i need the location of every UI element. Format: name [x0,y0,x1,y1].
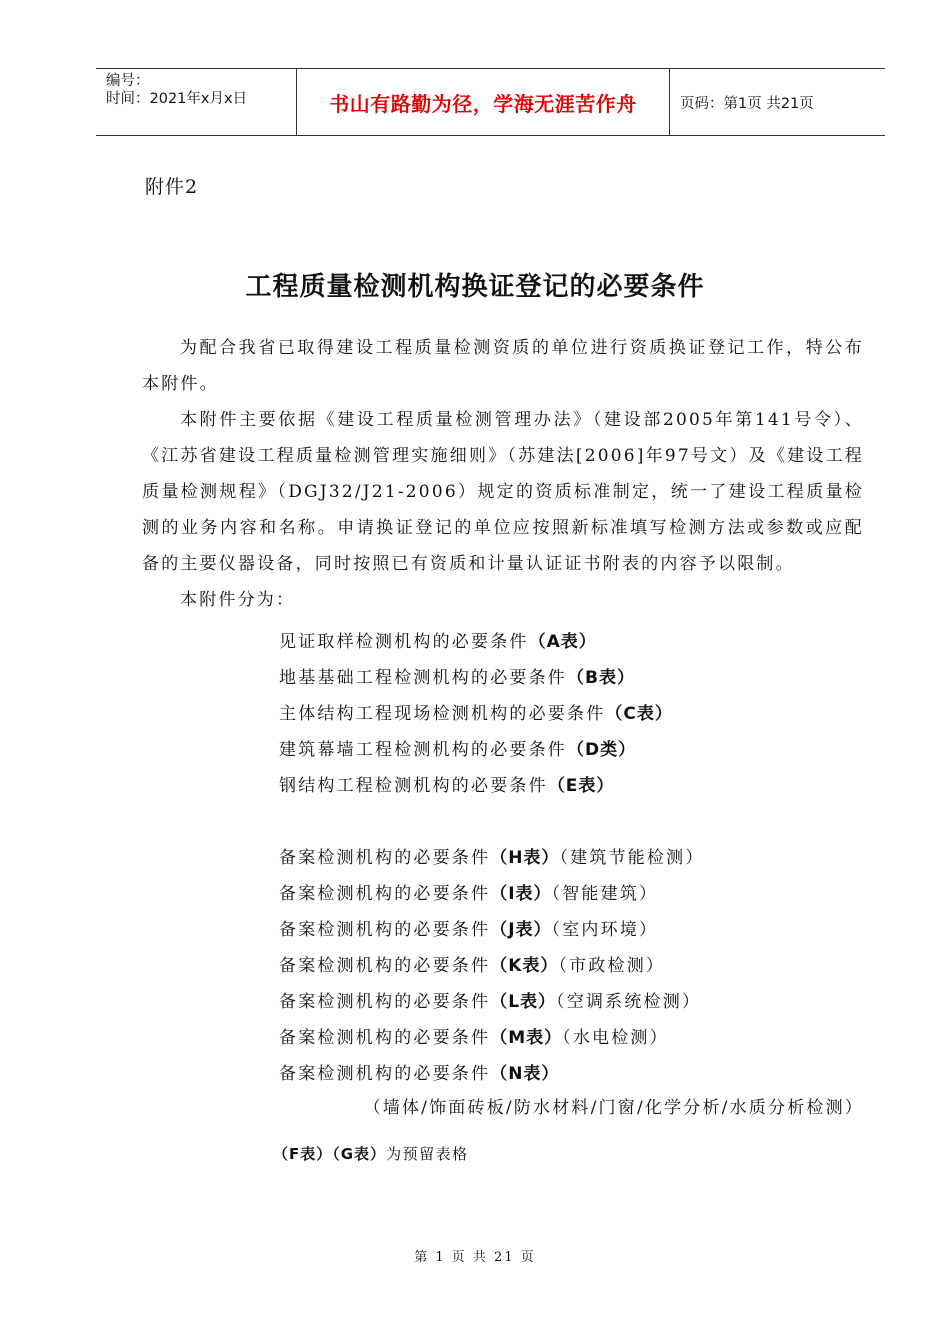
list-item: 备案检测机构的必要条件（I表）（智能建筑） [279,884,659,904]
list-item: 备案检测机构的必要条件（M表）（水电检测） [279,1028,669,1048]
list-item: 备案检测机构的必要条件（K表）（市政检测） [279,956,666,976]
header-slogan: 书山有路勤为径，学海无涯苦作舟 [297,69,670,135]
document-body [142,330,864,618]
header-meta [96,69,297,135]
number-label: 编号： [106,73,150,89]
reserved-tables-note [273,1143,469,1164]
list-gap [279,804,879,840]
reserved-codes: （F表）（G表） [273,1145,387,1163]
list-item: 建筑幕墙工程检测机构的必要条件（D类） [279,740,637,760]
list-item: 主体结构工程现场检测机构的必要条件（C表） [279,704,673,724]
document-title: 工程质量检测机构换证登记的必要条件 [245,272,705,302]
page-footer: 第 1 页 共 21 页 [414,1250,536,1265]
list-item: 地基基础工程检测机构的必要条件（B表） [279,668,635,688]
attachment-label: 附件2 [145,176,199,198]
table-list [279,624,879,1092]
list-item: 备案检测机构的必要条件（J表）（室内环境） [279,920,659,940]
paragraph: 本附件分为： [180,590,296,610]
list-item: 见证取样检测机构的必要条件（A表） [279,632,597,652]
paragraph: 本附件主要依据《建设工程质量检测管理办法》（建设部2005年第141号令）、《江苏省建设工程质量检测管理实施细则》（苏建法[2006]年97号文）及《建设工程质量检测规程》（DGJ32/J21-2006）规定的资质标准制定，统一了建设工程质量检测的业务内容和名称。申请换证登记的单位应按照新标准填写检测方法或参数或应配备的主要仪器设备，同时按照已有资质和计量认证证书附表的内容予以限制。 [142,410,864,574]
list-item: 钢结构工程检测机构的必要条件（E表） [279,776,615,796]
header-page-info: 页码：第1页 共21页 [680,95,814,112]
list-item: 备案检测机构的必要条件（H表）（建筑节能检测） [279,848,705,868]
time-label: 时间：2021年x月x日 [106,91,248,107]
n-table-note: （墙体/饰面砖板/防水材料/门窗/化学分析/水质分析检测） [363,1098,864,1118]
reserved-text: 为预留表格 [386,1145,469,1163]
list-item: 备案检测机构的必要条件（L表）（空调系统检测） [279,992,702,1012]
list-item: 备案检测机构的必要条件（N表） [279,1064,560,1084]
page-header [96,68,885,136]
paragraph: 为配合我省已取得建设工程质量检测资质的单位进行资质换证登记工作，特公布本附件。 [142,338,864,394]
